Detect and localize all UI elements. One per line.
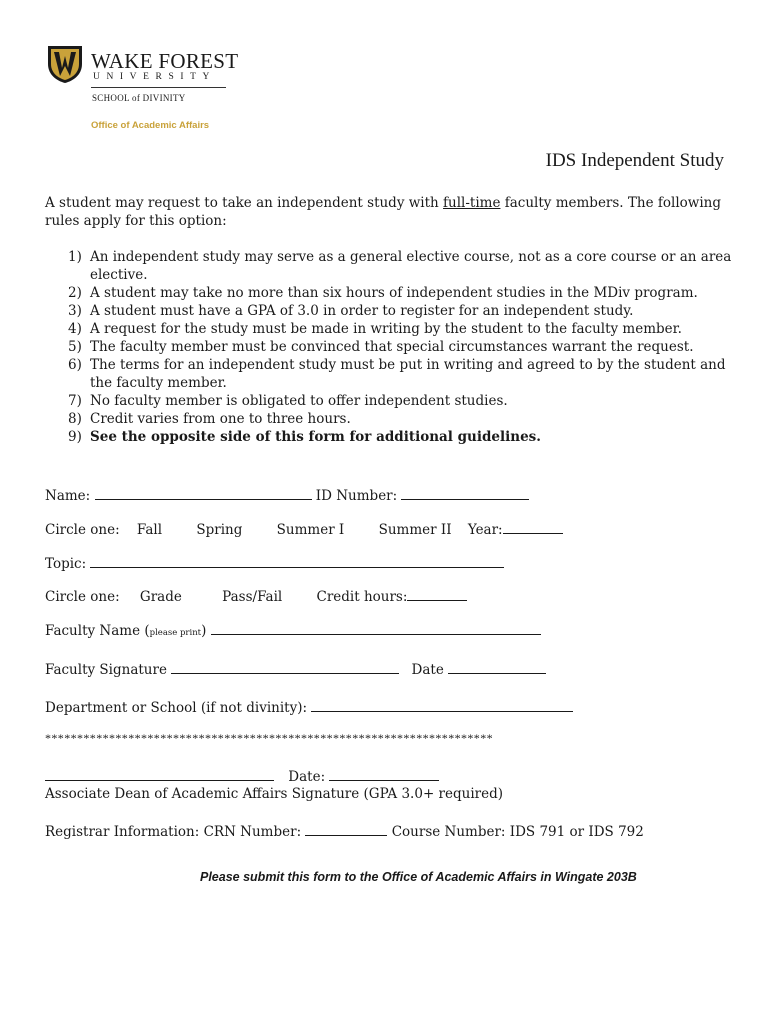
logo-divider: [91, 87, 226, 88]
department-field[interactable]: [311, 697, 573, 712]
topic-row: [45, 553, 504, 573]
list-item: [45, 284, 735, 302]
term-option-summer-2[interactable]: Summer II: [378, 522, 452, 538]
rule-number: 3): [68, 303, 82, 319]
faculty-name-note: please print: [149, 628, 202, 638]
rule-number: 7): [68, 393, 82, 409]
rule-number: 5): [68, 339, 82, 355]
term-option-summer-1[interactable]: Summer I: [276, 522, 345, 538]
intro-paragraph: [45, 194, 735, 230]
rule-text-bold: See the opposite side of this form for additional guidelines.: [90, 429, 541, 445]
date-label: Date: [411, 662, 444, 678]
list-item: [45, 302, 735, 320]
rule-number: 6): [68, 357, 82, 373]
faculty-name-row: [45, 620, 541, 642]
logo-university: UNIVERSITY: [93, 72, 216, 82]
list-item: [45, 320, 735, 338]
faculty-signature-label: Faculty Signature: [45, 662, 167, 678]
list-item: [45, 338, 735, 356]
faculty-date-field[interactable]: [448, 659, 546, 674]
term-option-fall[interactable]: Fall: [136, 522, 163, 538]
logo-wordmark: WAKE FOREST: [91, 49, 239, 73]
name-row: [45, 485, 529, 505]
list-item: [45, 428, 735, 446]
id-number-field[interactable]: [401, 485, 529, 500]
office-name: Office of Academic Affairs: [91, 120, 210, 131]
term-row: [45, 519, 563, 539]
page-title: IDS Independent Study: [545, 150, 724, 171]
grade-row: [45, 586, 467, 606]
intro-underlined: full-time: [443, 195, 501, 211]
list-item: [45, 248, 735, 284]
term-label: Circle one:: [45, 522, 120, 538]
registrar-row: [45, 821, 644, 841]
intro-text-end: faculty members. The following rules apply for this option:: [45, 195, 721, 229]
dean-signature-row: [45, 766, 439, 786]
topic-field[interactable]: [90, 553, 504, 568]
year-field[interactable]: [503, 519, 563, 534]
dean-signature-field[interactable]: [45, 766, 274, 781]
faculty-name-field[interactable]: [211, 620, 541, 635]
rule-text: The terms for an independent study must be put in writing and agreed to by the student and the faculty member.: [90, 357, 726, 391]
separator-stars: **********************************************************************: [45, 731, 493, 745]
year-label: Year:: [467, 522, 503, 538]
rule-number: 4): [68, 321, 82, 337]
grade-option-pass-fail[interactable]: Pass/Fail: [222, 589, 283, 605]
department-row: [45, 697, 573, 717]
faculty-signature-field[interactable]: [171, 659, 399, 674]
rule-number: 8): [68, 411, 82, 427]
faculty-name-label: Faculty Name (: [45, 623, 150, 639]
rule-text: A student may take no more than six hours of independent studies in the MDiv program.: [90, 285, 698, 301]
submission-note: Please submit this form to the Office of Academic Affairs in Wingate 203B: [200, 870, 637, 884]
dean-date-field[interactable]: [329, 766, 439, 781]
rule-number: 2): [68, 285, 82, 301]
grade-option-grade[interactable]: Grade: [139, 589, 182, 605]
list-item: [45, 356, 735, 392]
id-label: ID Number:: [315, 488, 398, 504]
dean-signature-caption: Associate Dean of Academic Affairs Signature (GPA 3.0+ required): [45, 786, 503, 802]
wake-forest-shield-logo: [47, 44, 83, 84]
name-field[interactable]: [95, 485, 312, 500]
faculty-name-close: ): [201, 623, 207, 639]
faculty-signature-row: [45, 659, 546, 679]
course-number-label: Course Number: IDS 791 or IDS 792: [391, 824, 644, 840]
crn-number-field[interactable]: [305, 821, 387, 836]
list-item: [45, 410, 735, 428]
list-item: [45, 392, 735, 410]
rule-number: 9): [68, 429, 82, 445]
grade-label: Circle one:: [45, 589, 120, 605]
logo-school: SCHOOL of DIVINITY: [92, 93, 186, 103]
rule-number: 1): [68, 249, 82, 265]
rule-text: An independent study may serve as a general elective course, not as a core course or an area elective.: [90, 249, 732, 283]
rule-text: A request for the study must be made in writing by the student to the faculty member.: [90, 321, 682, 337]
name-label: Name:: [45, 488, 91, 504]
registrar-label: Registrar Information: CRN Number:: [45, 824, 302, 840]
dean-date-label: Date:: [288, 769, 326, 785]
term-option-spring[interactable]: Spring: [196, 522, 243, 538]
rules-list: [45, 248, 735, 446]
department-label: Department or School (if not divinity):: [45, 700, 308, 716]
topic-label: Topic:: [45, 556, 87, 572]
rule-text: Credit varies from one to three hours.: [90, 411, 351, 427]
credit-hours-field[interactable]: [407, 586, 467, 601]
rule-text: The faculty member must be convinced that special circumstances warrant the request.: [90, 339, 694, 355]
intro-text: A student may request to take an independent study with: [45, 195, 444, 211]
rule-text: No faculty member is obligated to offer independent studies.: [90, 393, 508, 409]
rule-text: A student must have a GPA of 3.0 in order to register for an independent study.: [90, 303, 634, 319]
credit-hours-label: Credit hours:: [316, 589, 408, 605]
